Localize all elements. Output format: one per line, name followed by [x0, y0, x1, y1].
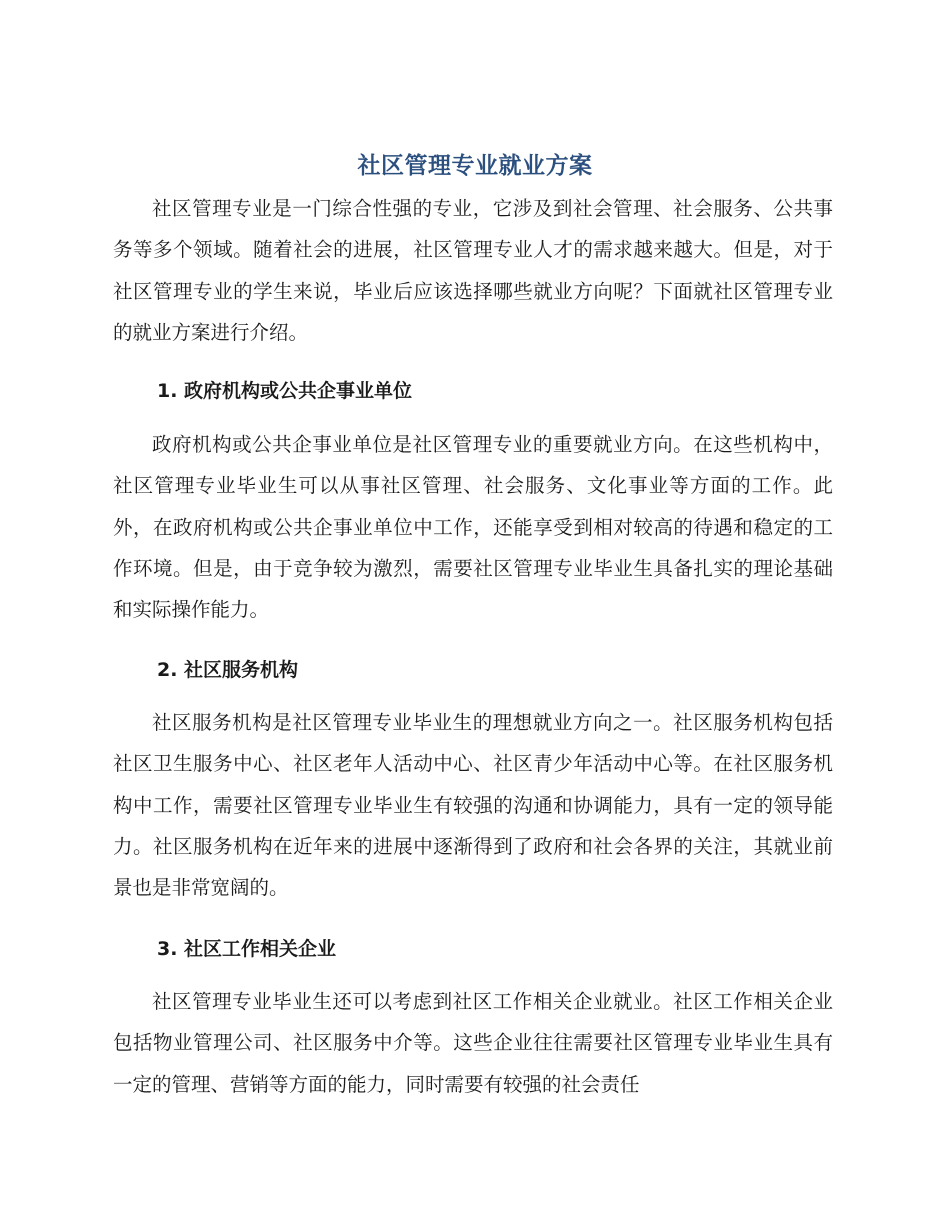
section-body-2: 社区服务机构是社区管理专业毕业生的理想就业方向之一。社区服务机构包括社区卫生服务中心、社区老年人活动中心、社区青少年活动中心等。在社区服务机构中工作，需要社区管理专业毕业生有较强的沟通和协调能力，具有一定的领导能力。社区服务机构在近年来的进展中逐渐得到了政府和社会各界的关注，其就业前景也是非常宽阔的。 [113, 711, 833, 900]
section-body-1: 政府机构或公共企事业单位是社区管理专业的重要就业方向。在这些机构中，社区管理专业毕业生可以从事社区管理、社会服务、文化事业等方面的工作。此外，在政府机构或公共企事业单位中工作，还能享受到相对较高的待遇和稳定的工作环境。但是，由于竞争较为激烈，需要社区管理专业毕业生具备扎实的理论基础和实际操作能力。 [113, 433, 833, 622]
section-heading-3: 3. 社区工作相关企业 [157, 938, 337, 960]
section-heading-1: 1. 政府机构或公共企事业单位 [157, 380, 413, 402]
document-title: 社区管理专业就业方案 [357, 153, 593, 179]
section-body-3: 社区管理专业毕业生还可以考虑到社区工作相关企业就业。社区工作相关企业包括物业管理公司、社区服务中介等。这些企业往往需要社区管理专业毕业生具有一定的管理、营销等方面的能力，同时需要有较强的社会责任 [113, 990, 833, 1096]
intro-paragraph: 社区管理专业是一门综合性强的专业，它涉及到社会管理、社会服务、公共事务等多个领域。随着社会的进展，社区管理专业人才的需求越来越大。但是，对于社区管理专业的学生来说，毕业后应该选择哪些就业方向呢？下面就社区管理专业的就业方案进行介绍。 [113, 197, 833, 344]
section-heading-2: 2. 社区服务机构 [157, 659, 299, 681]
